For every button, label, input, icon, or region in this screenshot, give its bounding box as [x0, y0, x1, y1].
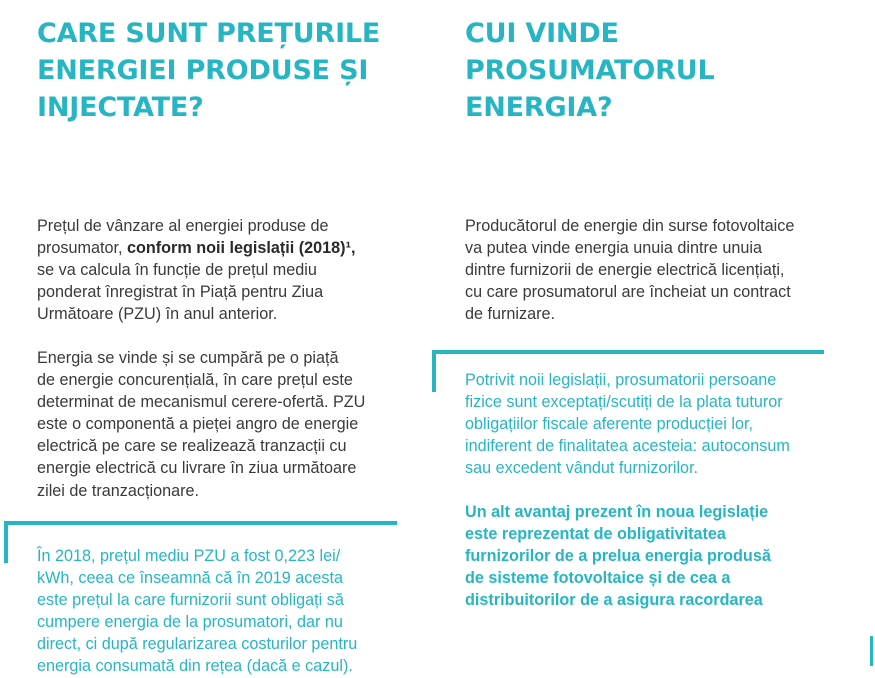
text-line: dintre furnizorii de energie electrică licențiați,	[465, 261, 785, 280]
right-highlight-text	[465, 501, 867, 611]
text-line: de energie concurențială, în care prețul este	[37, 371, 353, 390]
text-line: de furnizare.	[465, 305, 555, 324]
right-callout-text	[465, 369, 867, 479]
right-heading-line: CUI VINDE PROSUMATORUL	[465, 18, 715, 86]
left-paragraph-market	[37, 347, 409, 502]
text-line: zilei de tranzacționare.	[37, 481, 199, 500]
text-line: se va calcula în funcție de prețul mediu	[37, 261, 317, 280]
text-line: Un alt avantaj prezent în noua legislație	[465, 503, 769, 521]
left-callout-side-bar	[4, 521, 8, 563]
text-line: Următoare (PZU) în anul anterior.	[37, 305, 278, 324]
left-callout-text	[37, 545, 409, 678]
text-line: de sisteme fotovoltaice și de cea a	[465, 569, 731, 588]
text-line: distribuitorilor de a asigura racordarea	[465, 591, 763, 610]
left-heading-line: CARE SUNT PREȚURILE	[37, 18, 381, 49]
text-line: este o componentă a pieței angro de energie	[37, 415, 359, 434]
text-line: prosumator,	[37, 239, 127, 258]
text-line: În 2018, prețul mediu PZU a fost 0,223 lei/	[37, 547, 341, 565]
text-line: energie electrică cu livrare în ziua următoare	[37, 459, 357, 478]
text-line: kWh, ceea ce înseamnă că în 2019 acesta	[37, 569, 343, 588]
text-line: cumpere energia de la prosumatori, dar nu	[37, 613, 343, 632]
left-heading	[37, 15, 409, 126]
text-line: Prețul de vânzare al energiei produse de	[37, 217, 329, 235]
right-heading-line: ENERGIA?	[465, 92, 613, 123]
text-line: furnizorilor de a prelua energia produsă	[465, 547, 771, 566]
left-callout-top-bar	[4, 521, 397, 525]
text-line: energia consumată din rețea (dacă e cazul).	[37, 657, 353, 676]
legislation-reference: conform noii legislații (2018)¹,	[126, 239, 356, 258]
text-line: Producătorul de energie din surse fotovoltaice	[465, 217, 795, 235]
text-line: fizice sunt exceptați/scutiți de la plata tuturor	[465, 393, 783, 412]
text-line: electrică pe care se realizează tranzacții cu	[37, 437, 347, 456]
left-heading-line: INJECTATE?	[37, 92, 204, 123]
page-edge-mark	[870, 636, 873, 666]
right-heading	[465, 15, 867, 126]
right-callout-top-bar	[432, 350, 824, 354]
text-line: este reprezentat de obligativitatea	[465, 525, 726, 544]
text-line: direct, ci după regularizarea costurilor pentru	[37, 635, 358, 654]
text-line: indiferent de finalitatea acesteia: autoconsum	[465, 437, 790, 456]
text-line: cu care prosumatorul are încheiat un contract	[465, 283, 791, 302]
text-line: obligațiilor fiscale aferente producției lor,	[465, 415, 753, 434]
left-heading-line: ENERGIEI PRODUSE ȘI	[37, 55, 369, 86]
left-paragraph-pricing	[37, 215, 409, 325]
text-line: Potrivit noii legislații, prosumatorii persoane	[465, 371, 777, 389]
text-line: Energia se vinde și se cumpără pe o piață	[37, 349, 339, 367]
text-line: va putea vinde energia unuia dintre unuia	[465, 239, 762, 258]
right-callout-side-bar	[432, 350, 436, 392]
text-line: sau excedent vândut furnizorilor.	[465, 459, 699, 478]
text-line: determinat de mecanismul cerere-ofertă. PZU	[37, 393, 366, 412]
right-paragraph-seller	[465, 215, 867, 325]
text-line: este prețul la care furnizorii sunt obligați să	[37, 591, 344, 610]
text-line: ponderat înregistrat în Piață pentru Ziua	[37, 283, 324, 302]
